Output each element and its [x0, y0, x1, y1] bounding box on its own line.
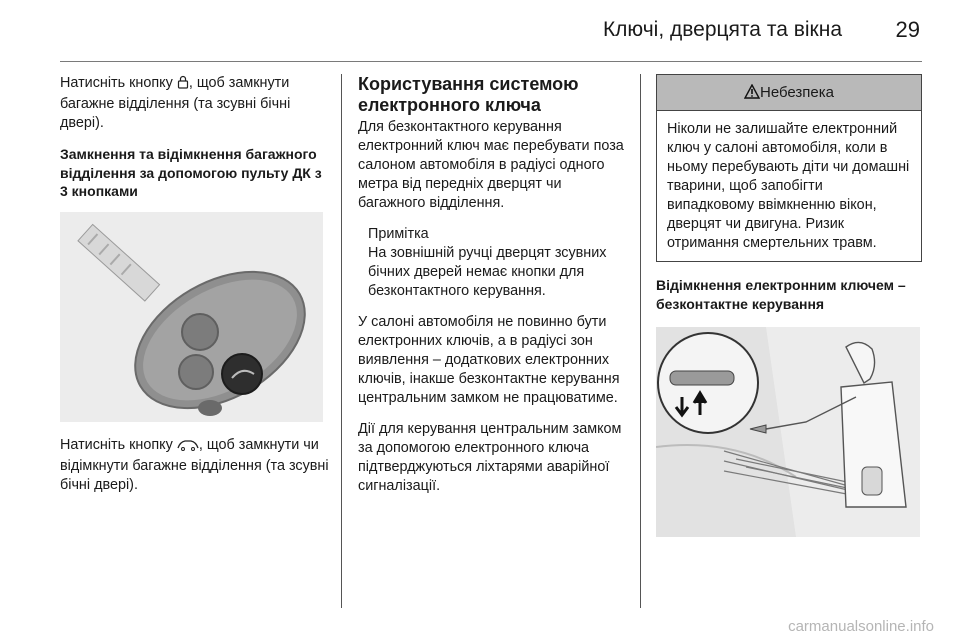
warning-box [656, 74, 922, 262]
warning-text: Ніколи не залишайте електронний ключ у салоні автомобіля, коли в ньому перебувають діти чи домашні тварини, щоб запобігти випадковому ввімкненню вікон, дверцят чи двигуна. Ризик отримання смертельних травм. [667, 121, 910, 251]
text: , щоб замкнути багажне відділення (та зсувні бічні двері). [60, 75, 291, 131]
paragraph: У салоні автомобіля не повинно бути електронних ключів, а в радіусі зон виявлення – додаткових електронних ключів, інакше безконтактне керування центральним замком не працюватиме. [358, 314, 620, 406]
paragraph [60, 74, 330, 133]
header-title: Ключі, дверцята та вікна [602, 18, 842, 41]
watermark: carmanualsonline.info [788, 618, 934, 635]
paragraph: Для безконтактного керування електронний ключ має перебувати поза салоном автомобіля в радіусі одного метра від передніх дверцят чи багажного відділення. [358, 119, 624, 211]
page-number: 29 [895, 17, 920, 42]
page-header [60, 0, 922, 62]
column-divider [640, 74, 641, 608]
paragraph [60, 436, 330, 495]
warning-triangle-icon [744, 77, 760, 113]
paragraph: Дії для керування центральним замком за допомогою електронного ключа підтверджуються ліхтарями аварійної сигналізації. [358, 421, 622, 494]
trunk-lock-icon [177, 75, 189, 95]
column-right [656, 74, 922, 537]
text: Натисніть кнопку [60, 436, 173, 453]
section-heading: Користування системою електронного ключа [358, 74, 579, 115]
column-middle [358, 74, 626, 508]
section-heading: Відімкнення електронним ключем – безконтактне керування [656, 277, 906, 312]
column-left [60, 74, 330, 507]
column-divider [341, 74, 342, 608]
warning-title: Небезпека [759, 84, 835, 101]
trunk-car-icon [177, 438, 199, 457]
text: Натисніть кнопку [60, 75, 173, 91]
note-title: Примітка [368, 226, 429, 242]
remote-key-figure [60, 212, 323, 422]
note-text: На зовнішній ручці дверцят зсувних бічних дверей немає кнопки для безконтактного керування. [368, 245, 607, 299]
note-block [358, 225, 626, 301]
text: , щоб замкнути чи відімкнути багажне відділення (та зсувні бічні двері). [60, 436, 329, 493]
section-heading: Замкнення та відімкнення багажного відділення за допомогою пульту ДК з 3 кнопками [60, 146, 322, 199]
warning-header [657, 75, 921, 111]
keyless-unlock-figure [656, 327, 920, 537]
